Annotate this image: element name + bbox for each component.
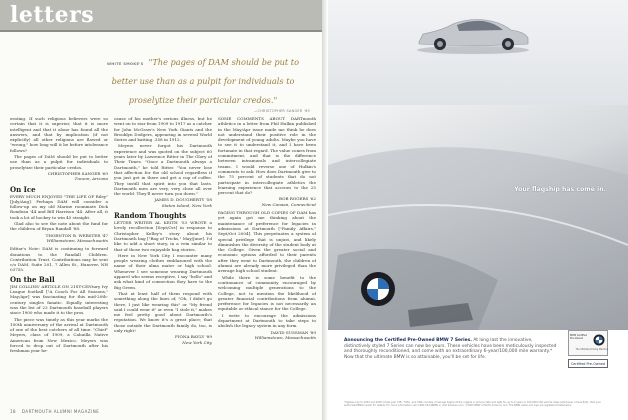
page-number: 18 [10, 409, 17, 414]
masthead-rule [0, 30, 322, 32]
section-title: letters [10, 2, 95, 28]
pull-quote-kicker: WHITE SMOKE'S [106, 62, 144, 66]
paragraph: EVERY MUCH ENJOYED "THE LIFE OF Riley" [July/Aug]. Perhaps DAM will consider a follow-up on my old Marine roommate Dick Rondeau '44 and Bill Harrison '44. After all, it took a lot of hockey to win 45 straight. [10, 193, 108, 220]
text-column-1 [10, 116, 108, 406]
paragraph: The pages of DAM should be put to better use than as a pulpit for individuals to proselytize their particular credos. [10, 154, 108, 170]
letter-heading: On the Ball [10, 274, 55, 284]
letter-signature: DAVID SUSSMAN '89 [270, 329, 316, 335]
paragraph: cause of his mother's serious illness, but he went on to star from 1909 to 1917 as a catcher for John McGraw's New York Giants and the Brooklyn Dodgers, appearing in several World Series and batting .358 in 1912. [114, 116, 212, 143]
letter-location: Williamstown, Massachusetts [46, 237, 108, 243]
pull-quote-attribution: —CHRISTOPHER SANGER '69 [253, 109, 310, 113]
letter-location: Williamstown, Massachusetts [254, 334, 316, 340]
letter-location: Staten Island, New York [161, 202, 212, 208]
bmw-roundel-icon [361, 272, 395, 306]
letter-heading: Random Thoughts [114, 211, 187, 221]
paragraph: Glad also to see the note about the fund for the children of Bryan Randall '88. [10, 221, 108, 232]
pull-quote [96, 50, 310, 113]
paragraph: I write to encourage the admissions department at Dartmouth to take steps to abolish the legacy system in any form. [218, 312, 316, 329]
paragraph: Meyers never forgot his Dartmouth experience and was quoted on the subject 60 years later by Lawrence Ritter in The Glory of Their Times. "Once a Dartmouth always a Dartmouth," he told Ritter. "You never lose that affection for the old school regardless if you just get in there and get a cup of coffee. They instill that spirit into you that lasts. Dartmouth men are very, very close all over the world. They'll never turn you down." [114, 143, 212, 197]
paragraph: The piece was timely as this year marks the 100th anniversary of the arrival at Dartmouth of one of the best catchers of all time: "Chief" Meyers, class of 1909, a Cahuilla Native American from New Mexico. Meyers was forced to drop out of Dartmouth after his freshman year be- [10, 316, 108, 354]
paragraph: erating. If such religious believers were so certain that it is superior, that it is more intelligent and that it alone has found all the answers, and that by implication (if not explicitly) all other religions are flawed or "wrong," how long will it be before intolerance follows? [10, 116, 108, 153]
letter-location: Tucson, Arizona [74, 176, 108, 182]
paragraph: JIM COLLINS' ARTICLE ON 21ST-CENtury Ivy League football ["A Coach For All Seasons," May/Apr] was fascinating for this mid-20th-century singles fanatic. Equally interesting was the list of 23 Dartmouth baseball players since 1900 who made it to the pros. [10, 283, 108, 316]
letter-signature: BOB ROGERS '62 [279, 196, 316, 202]
ad-tagline: Your flagship has come in. [514, 186, 606, 193]
car-hood-graphic [328, 105, 628, 330]
letter-location: New York City [182, 339, 212, 345]
car-front-closeup [328, 105, 628, 330]
paragraph: SOME COMMENTS ABOUT DARTmouth athletics in a letter from Phil Hulkin published in the May/Apr issue made me think he does not understand their positive role in the development of young adults. Maybe you have to see it to understand it, and I have been fortunate in that regard. The value comes from commitment, and that is the difference between intramurals and intercollegiate teams. I would reverse one of Hulkin's comments to ask: How does Dartmouth give to the 75 percent of students that do not participate in intercollegiate athletics the learning experience that accrues to the 25 percent that do? [218, 116, 316, 196]
car-profile-image [413, 10, 533, 55]
letter-signature: JAMES D. DOUGHERTY '58 [154, 197, 212, 203]
bmw-logo-icon [593, 334, 605, 346]
pull-quote-text: "The pages of DAM should be put to better use than as a pulpit for individuals to proselytize their particular credos." [111, 57, 300, 105]
ad-headline-body: At long last the innovative, distinctively styled 7 Series can now be yours. These vehicles have been meticulously inspected and thoroughly reconditioned, and come with an extraordinary 6-year/100,000 mile warranty.* Now that the ultimate BMW is so attainable, you'll be set for life. [344, 338, 557, 360]
logo-slogan: The Ultimate Driving Machine [575, 348, 608, 351]
ad-headline-bold: Announcing the Certified Pre-Owned BMW 7 Series. [344, 338, 472, 343]
ad-copy-area [328, 330, 628, 420]
cpo-badge: Certified Pre-Owned [568, 359, 608, 368]
magazine-name: DARTMOUTH ALUMNI MAGAZINE [21, 409, 100, 414]
bmw-cpo-logo [568, 330, 608, 356]
paragraph: While there is some benefit to the continuance of community encouraged by welcoming multiple generations to the College, not to mention the likelihood of greater financial contributions from alumni, preference for legacies is not necessarily an equitable or ethical stance for the College. [218, 274, 316, 312]
masthead-bar [0, 0, 322, 30]
paragraph: That at least half of them respond with something along the lines of, "Oh, I didn't go there, I just like wearing this" or "My friend said I could wear it" or even "I stole it," makes me feel pretty good about Dartmouth's reputation. We know it's a great place; that those outside the Dartmouth family do, too, is only right! [114, 290, 212, 333]
ad-fine-print: *Applies only to 2003 and 2000 model year 745i, 745Li, and 760Li models. Coverage begins at the original in-service date and lasts for up to 6 years or 100,000 total vehicle miles (whichever comes first). Visit your authorized BMW center for details. For more information call 1-800-334-4BMW or visit bmwusa.com. ©2005 BMW of North America, LLC. The BMW name and logo are registered trademarks. [344, 401, 602, 408]
paragraph: PAGING THROUGH OLD COPIES OF DAM has yet again got me thinking about the maintenance of preference for legacies in admissions at Dartmouth ["Family Affairs," Sept/Oct 2004]. This perpetuates a system of special privilege that is unjust, and likely diminishes the diversity of the student body at the College. Given the greater social and economic options afforded to their parents after they went to Dartmouth, the children of alumni are already more privileged than the average high school student. [218, 210, 316, 274]
text-column-2 [114, 116, 212, 406]
text-column-3 [218, 116, 316, 406]
paragraph: Here in New York City I encounter many people wearing clothes emblazoned with the name of their alma mater or high school. Whenever I see someone wearing Dartmouth apparel who seems receptive, I say "hello" and ask what kind of connection they have to the Big Green. [114, 252, 212, 290]
bmw-advertisement [328, 0, 628, 420]
letter-signature: THORNTON B. WEBSTER '47 [45, 232, 108, 238]
letter-signature: CHRISTOPHER SANGER '69 [47, 170, 108, 176]
paragraph: LETTER WRITER AL KEITH '53 WROTE a lovely recollection [Sept/Oct] in response to Christopher Kelley's story about his Dartmouth bag ["Bag of Tricks," May/June]. I'd like to add a short story, in a vein similar to that of those two enjoyable bag stories. [114, 220, 212, 252]
ad-headline [344, 338, 560, 360]
letter-location: New Canaan, Connecticut [261, 201, 316, 207]
logo-label: BMW Certified Pre-Owned [570, 334, 588, 340]
editors-note: Editor's Note: DAM is continuing to forward donations to the Randall Children. Contribution Trust. Contributions may be sent c/o DAM, Suite 201, 7 Allen St., Hanover, NH 03755. [10, 246, 108, 273]
letter-signature: FIONA BAYLY '89 [175, 334, 212, 340]
letter-heading: On Ice [10, 184, 36, 194]
page-footer [10, 409, 103, 414]
